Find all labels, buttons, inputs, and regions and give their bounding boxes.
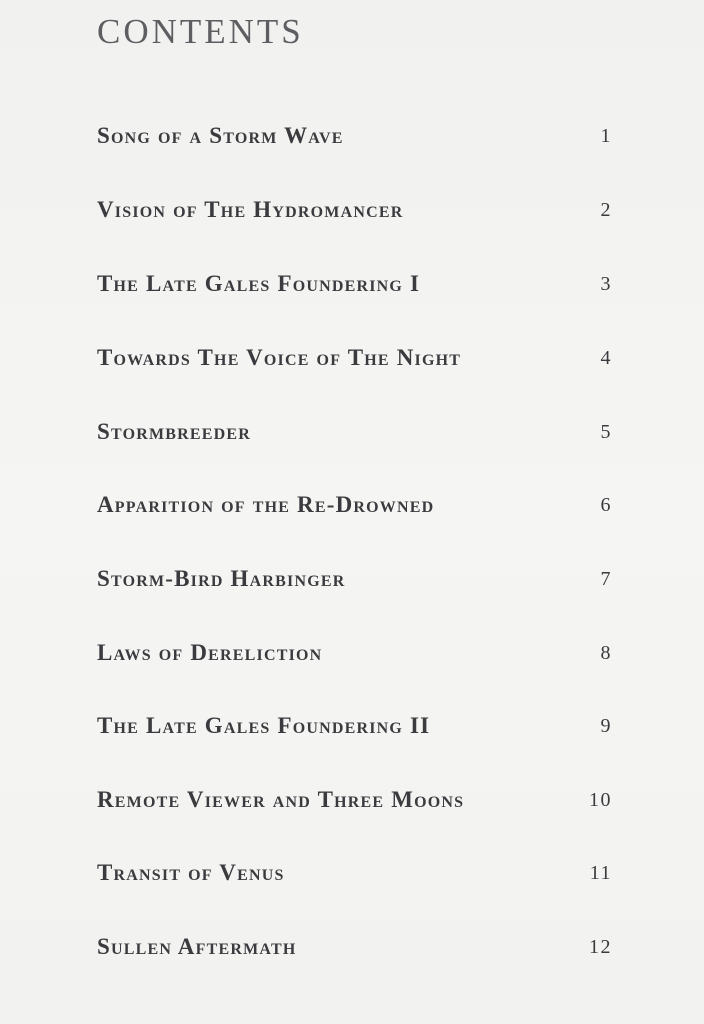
entry-title: Storm-Bird Harbinger xyxy=(97,566,346,591)
entry-title: Song of a Storm Wave xyxy=(97,123,344,148)
entry-title: Remote Viewer and Three Moons xyxy=(97,787,465,812)
entry-title: The Late Gales Foundering I xyxy=(97,271,421,296)
entry-title: The Late Gales Foundering II xyxy=(97,713,431,738)
entry-title: Laws of Dereliction xyxy=(97,640,323,665)
entry-page-number: 1 xyxy=(600,124,612,147)
contents-entry xyxy=(97,785,612,815)
entry-page-number: 10 xyxy=(589,788,612,811)
entry-page-number: 6 xyxy=(600,493,612,516)
entry-title: Transit of Venus xyxy=(97,860,285,885)
contents-entry xyxy=(97,121,612,151)
entry-page-number: 4 xyxy=(600,346,612,369)
contents-entry xyxy=(97,490,612,520)
contents-heading: CONTENTS xyxy=(97,12,304,51)
entry-title: Apparition of the Re-Drowned xyxy=(97,492,435,517)
contents-entry xyxy=(97,195,612,225)
contents-entry xyxy=(97,269,612,299)
entry-title: Sullen Aftermath xyxy=(97,934,297,959)
entry-page-number: 12 xyxy=(589,935,612,958)
contents-entry xyxy=(97,638,612,668)
entry-page-number: 8 xyxy=(600,641,612,664)
entry-title: Vision of The Hydromancer xyxy=(97,197,404,222)
entry-page-number: 2 xyxy=(600,198,612,221)
contents-entry xyxy=(97,858,612,888)
contents-entry xyxy=(97,564,612,594)
entry-page-number: 9 xyxy=(600,714,612,737)
contents-entry xyxy=(97,711,612,741)
entry-title: Towards The Voice of The Night xyxy=(97,345,462,370)
entry-page-number: 7 xyxy=(600,567,612,590)
entry-page-number: 5 xyxy=(600,420,612,443)
contents-entry xyxy=(97,343,612,373)
entry-page-number: 3 xyxy=(600,272,612,295)
entry-title: Stormbreeder xyxy=(97,419,252,444)
entry-page-number: 11 xyxy=(589,861,612,884)
contents-entry xyxy=(97,932,612,962)
contents-entry xyxy=(97,417,612,447)
